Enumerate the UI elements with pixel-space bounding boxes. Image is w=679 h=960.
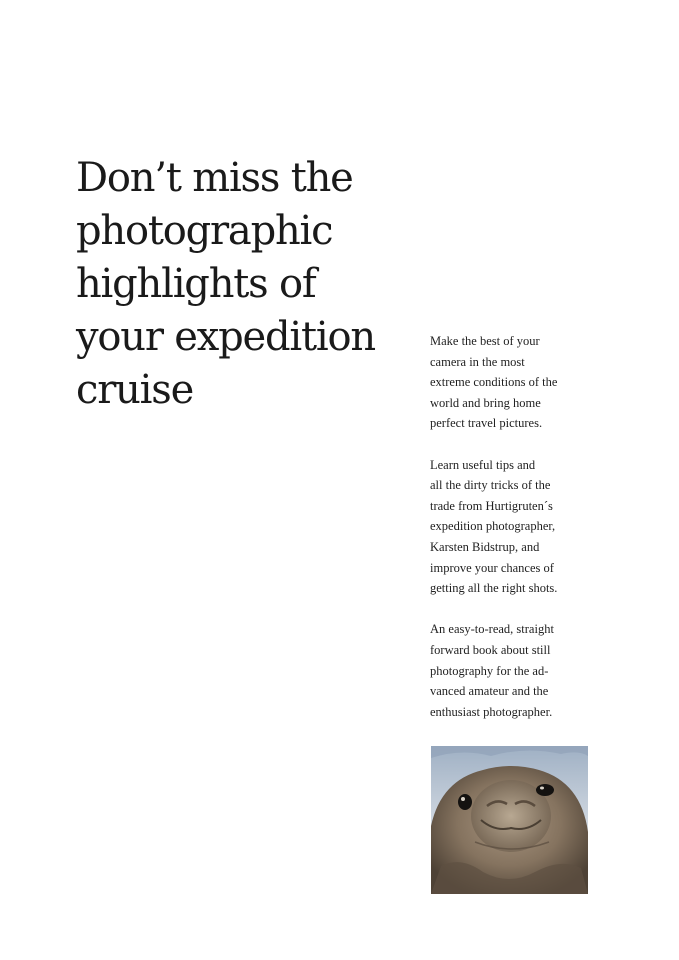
headline-line: your expedition <box>76 314 375 360</box>
copy-line: perfect travel pictures. <box>430 416 543 431</box>
paragraph-summary <box>430 619 630 722</box>
copy-line: Make the best of your <box>430 334 540 348</box>
seal-eye-right <box>536 784 554 796</box>
page-headline <box>76 152 406 417</box>
copy-line: extreme conditions of the <box>430 375 558 390</box>
eye-highlight-right <box>540 787 544 790</box>
paragraph-intro <box>430 331 630 434</box>
copy-line: trade from Hurtigruten´s <box>430 498 553 513</box>
copy-line: enthusiast photographer. <box>430 704 553 719</box>
seal-photo <box>431 746 588 894</box>
seal-eye-left <box>458 794 472 810</box>
body-copy <box>430 331 630 743</box>
copy-line: expedition photographer, <box>430 519 556 534</box>
copy-line: all the dirty tricks of the <box>430 478 551 493</box>
seal-illustration <box>431 746 588 894</box>
copy-line: photography for the ad- <box>430 663 549 678</box>
copy-line: world and bring home <box>430 395 541 410</box>
copy-line: vanced amateur and the <box>430 684 549 699</box>
headline-line: Don’t miss the <box>76 155 353 201</box>
copy-line: forward book about still <box>430 642 551 657</box>
headline-line: photographic <box>76 208 333 254</box>
headline-line: highlights of <box>76 261 316 307</box>
paragraph-tips <box>430 455 630 599</box>
copy-line: Karsten Bidstrup, and <box>430 539 540 554</box>
copy-line: getting all the right shots. <box>430 581 558 596</box>
headline-line: cruise <box>76 367 194 413</box>
eye-highlight-left <box>461 797 465 801</box>
copy-line: An easy-to-read, straight <box>430 622 554 637</box>
copy-line: camera in the most <box>430 354 525 369</box>
copy-line: improve your chances of <box>430 560 554 575</box>
copy-line: Learn useful tips and <box>430 457 536 472</box>
